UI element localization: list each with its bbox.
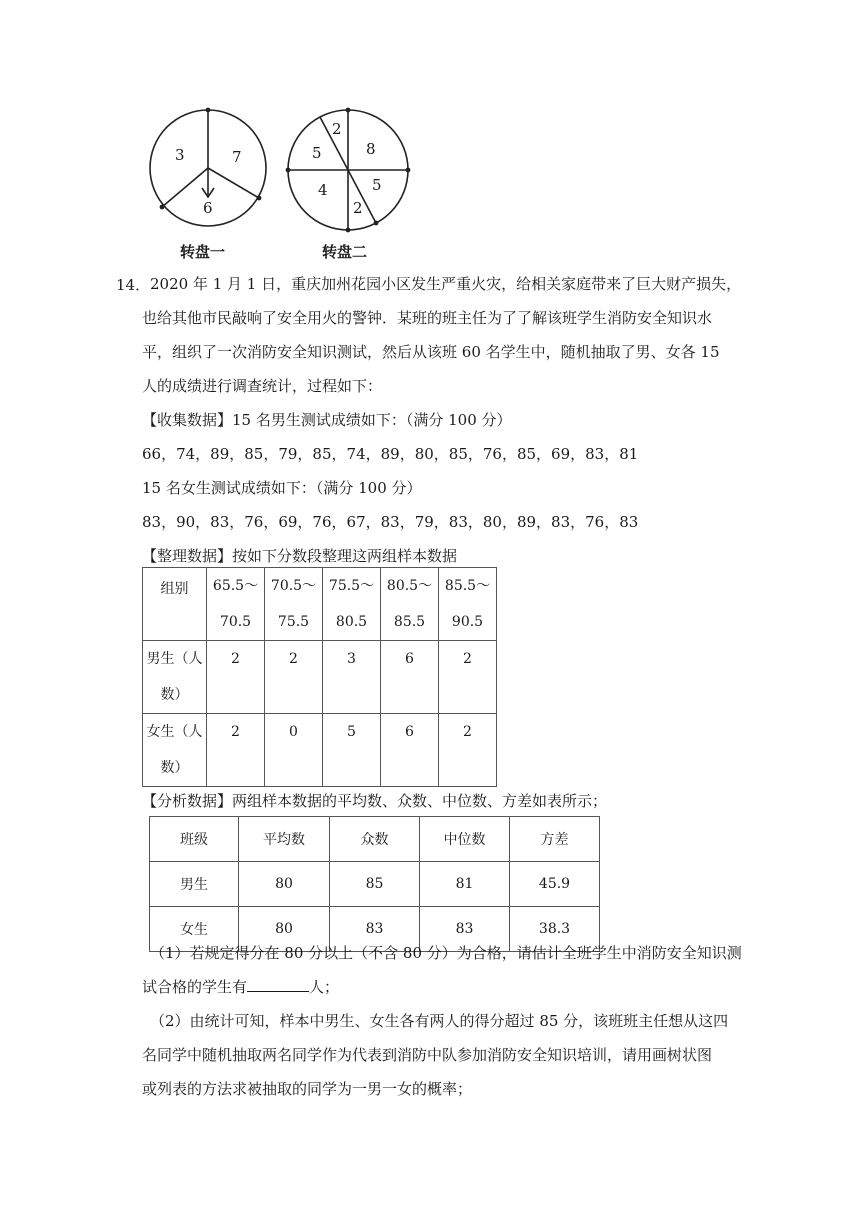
spinner-two-number-2-top: 2: [332, 120, 342, 138]
spinner-two-number-5-left: 5: [312, 144, 322, 162]
frequency-table-cell: 6: [381, 714, 439, 787]
spinner-two-number-5-right: 5: [372, 176, 382, 194]
answer-blank[interactable]: [247, 977, 309, 992]
spinner-two-number-2-bottom: 2: [353, 199, 363, 217]
frequency-table-header-row: [143, 568, 497, 641]
spinner-one-label: 转盘一: [180, 243, 226, 261]
frequency-table-cell: 2: [207, 714, 265, 787]
spinner-two-label: 转盘二: [322, 243, 368, 261]
spinner-one-number-7: 7: [232, 148, 242, 166]
part1-text-after-blank: 人；: [309, 978, 340, 996]
part1-line-2: [142, 977, 339, 997]
frequency-table-row-male: [143, 641, 497, 714]
statistics-table-header-row: [150, 817, 600, 862]
part2-line-3: 或列表的方法求被抽取的同学为一男一女的概率；: [142, 1080, 473, 1098]
statistics-table-header-cell: 平均数: [239, 817, 330, 862]
spinner-one-number-6: 6: [203, 199, 213, 217]
spinner-two-number-8: 8: [366, 140, 376, 158]
statistics-table-cell: 男生: [150, 862, 239, 907]
spinner-one-number-3: 3: [175, 146, 185, 164]
female-scores: 83，90，83，76，69，76，67，83，79，83，80，89，83，76，83: [142, 513, 639, 531]
frequency-table-row-label: 女生（人 数）: [143, 714, 207, 787]
frequency-table-header-cell: 80.5～ 85.5: [381, 568, 439, 641]
statistics-table-cell: 女生: [150, 907, 239, 952]
statistics-table-cell: 45.9: [510, 862, 600, 907]
statistics-table-cell: 80: [239, 862, 330, 907]
part1-line-1: （1）若规定得分在 80 分以上（不含 80 分）为合格，请估计全班学生中消防安全知识测: [150, 944, 742, 962]
frequency-table-row-label: 男生（人 数）: [143, 641, 207, 714]
collect-data-title: 【收集数据】15 名男生测试成绩如下：（满分 100 分）: [142, 411, 512, 429]
organize-data-title: 【整理数据】按如下分数段整理这两组样本数据: [142, 547, 458, 565]
female-scores-title: 15 名女生测试成绩如下：（满分 100 分）: [142, 479, 422, 497]
intro-line-2: 也给其他市民敲响了安全用火的警钟．某班的班主任为了了解该班学生消防安全知识水: [142, 309, 713, 327]
analyze-data-title: 【分析数据】两组样本数据的平均数、众数、中位数、方差如表所示；: [142, 792, 608, 810]
statistics-table-cell: 81: [420, 862, 510, 907]
question-number: 14．: [116, 276, 151, 294]
spinner-two: [286, 108, 411, 233]
spinner-one: [150, 108, 266, 226]
frequency-table-header-cell: 70.5～ 75.5: [265, 568, 323, 641]
frequency-table-header-cell: 75.5～ 80.5: [323, 568, 381, 641]
part1-text-before-blank: 试合格的学生有: [142, 978, 248, 996]
statistics-table-row-male: [150, 862, 600, 907]
frequency-table-header-cell: 85.5～ 90.5: [439, 568, 497, 641]
frequency-table-cell: 5: [323, 714, 381, 787]
frequency-table-cell: 2: [207, 641, 265, 714]
statistics-table-header-cell: 中位数: [420, 817, 510, 862]
frequency-table-cell: 2: [265, 641, 323, 714]
spinner-diagram: [140, 100, 440, 240]
frequency-table-header-group: 组别: [143, 568, 207, 641]
part2-line-2: 名同学中随机抽取两名同学作为代表到消防中队参加消防安全知识培训，请用画树状图: [142, 1046, 713, 1064]
intro-line-1: 2020 年 1 月 1 日，重庆加州花园小区发生严重火灾，给相关家庭带来了巨大财产损失，: [150, 275, 742, 293]
spinner-figure: [140, 100, 440, 265]
spinner-two-number-4: 4: [318, 181, 328, 199]
statistics-table-cell: 83: [420, 907, 510, 952]
statistics-table: [149, 816, 600, 952]
frequency-table-cell: 6: [381, 641, 439, 714]
statistics-table-cell: 80: [239, 907, 330, 952]
statistics-table-cell: 38.3: [510, 907, 600, 952]
statistics-table-cell: 85: [330, 862, 420, 907]
male-scores: 66，74，89，85，79，85，74，89，80，85，76，85，69，83，81: [142, 445, 639, 463]
statistics-table-header-cell: 众数: [330, 817, 420, 862]
frequency-table-cell: 3: [323, 641, 381, 714]
frequency-table-header-cell: 65.5～ 70.5: [207, 568, 265, 641]
part2-line-1: （2）由统计可知，样本中男生、女生各有两人的得分超过 85 分，该班班主任想从这四: [150, 1012, 729, 1030]
statistics-table-cell: 83: [330, 907, 420, 952]
frequency-table-cell: 0: [265, 714, 323, 787]
statistics-table-header-cell: 方差: [510, 817, 600, 862]
frequency-table: [142, 567, 497, 787]
intro-line-4: 人的成绩进行调查统计，过程如下：: [142, 377, 383, 395]
statistics-table-header-cell: 班级: [150, 817, 239, 862]
frequency-table-cell: 2: [439, 641, 497, 714]
frequency-table-cell: 2: [439, 714, 497, 787]
intro-line-3: 平，组织了一次消防安全知识测试，然后从该班 60 名学生中，随机抽取了男、女各 15: [142, 343, 720, 361]
frequency-table-row-female: [143, 714, 497, 787]
